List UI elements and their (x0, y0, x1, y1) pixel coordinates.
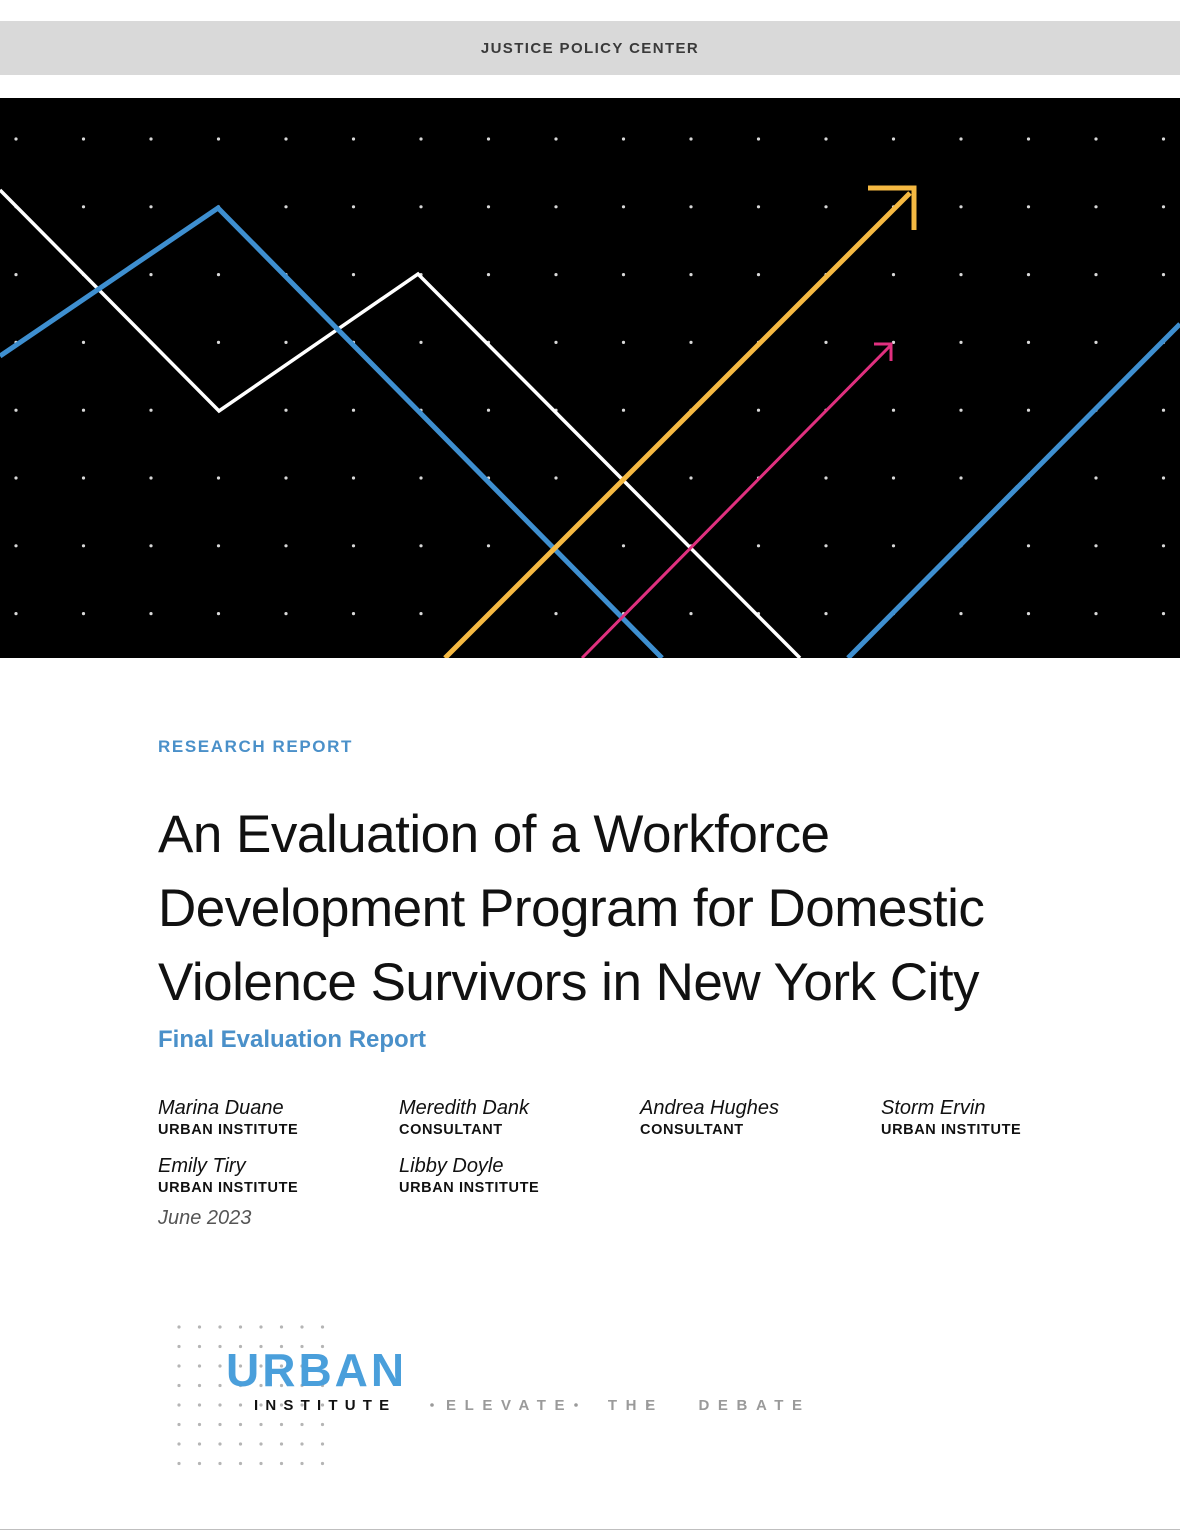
logo-dot (198, 1384, 201, 1387)
logo-dot (177, 1403, 180, 1406)
publication-date: June 2023 (158, 1207, 252, 1229)
grid-dot (352, 409, 355, 412)
top-banner (0, 21, 1180, 75)
grid-dot (1027, 409, 1030, 412)
author-name: Storm Ervin (881, 1097, 986, 1119)
grid-dot (1094, 612, 1097, 615)
logo-dot (259, 1442, 262, 1445)
grid-dot (824, 341, 827, 344)
grid-dot (757, 273, 760, 276)
grid-dot (1027, 273, 1030, 276)
tagline-separator-dot (430, 1403, 434, 1407)
logo-dot (239, 1462, 242, 1465)
grid-dot (1162, 476, 1165, 479)
grid-dot (284, 205, 287, 208)
author-block (640, 1095, 779, 1139)
grid-dot (1162, 612, 1165, 615)
grid-dot (689, 476, 692, 479)
logo-dot (321, 1442, 324, 1445)
logo-dot (177, 1364, 180, 1367)
logo-dot (218, 1462, 221, 1465)
grid-dot (149, 137, 152, 140)
grid-dot (419, 476, 422, 479)
grid-dot (554, 341, 557, 344)
logo-dot (300, 1325, 303, 1328)
author-block (158, 1153, 298, 1197)
logo-dot (259, 1325, 262, 1328)
logo-tagline: ELEVATE THE DEBATE (446, 1397, 810, 1414)
grid-dot (14, 476, 17, 479)
grid-dot (824, 137, 827, 140)
grid-dot (487, 544, 490, 547)
grid-dot (959, 273, 962, 276)
report-subtitle: Final Evaluation Report (158, 1026, 427, 1053)
grid-dot (14, 273, 17, 276)
grid-dot (1094, 476, 1097, 479)
grid-dot (622, 409, 625, 412)
grid-dot (82, 205, 85, 208)
grid-dot (487, 409, 490, 412)
logo-dot (218, 1325, 221, 1328)
author-affiliation: URBAN INSTITUTE (158, 1180, 299, 1196)
logo-dot (321, 1325, 324, 1328)
grid-dot (959, 409, 962, 412)
grid-dot (419, 544, 422, 547)
grid-dot (82, 612, 85, 615)
grid-dot (82, 137, 85, 140)
grid-dot (959, 205, 962, 208)
grid-dot (959, 612, 962, 615)
logo-dot (198, 1345, 201, 1348)
logo-dot (198, 1364, 201, 1367)
logo-dot (218, 1384, 221, 1387)
grid-dot (1094, 341, 1097, 344)
author-block (158, 1095, 298, 1139)
grid-dot (622, 341, 625, 344)
grid-dot (284, 612, 287, 615)
grid-dot (757, 137, 760, 140)
logo-dot (239, 1423, 242, 1426)
grid-dot (352, 137, 355, 140)
grid-dot (757, 544, 760, 547)
author-block (399, 1153, 539, 1197)
logo-dot (321, 1462, 324, 1465)
grid-dot (1162, 205, 1165, 208)
grid-dot (419, 341, 422, 344)
grid-dot (1162, 137, 1165, 140)
logo-graphic (170, 1318, 810, 1478)
logo-dot (218, 1403, 221, 1406)
grid-dot (1094, 544, 1097, 547)
logo-dot (280, 1462, 283, 1465)
author-affiliation: CONSULTANT (399, 1122, 503, 1138)
grid-dot (554, 273, 557, 276)
bottom-rule (0, 1529, 1180, 1530)
logo-dot (177, 1462, 180, 1465)
grid-dot (892, 273, 895, 276)
author-affiliation: URBAN INSTITUTE (399, 1180, 540, 1196)
logo-dot (280, 1325, 283, 1328)
logo-dot (177, 1442, 180, 1445)
grid-dot (217, 273, 220, 276)
logo-dot (239, 1403, 242, 1406)
grid-dot (824, 612, 827, 615)
grid-dot (1027, 612, 1030, 615)
grid-dot (1094, 273, 1097, 276)
grid-dot (824, 476, 827, 479)
logo-dot (280, 1423, 283, 1426)
author-block (881, 1095, 1021, 1139)
grid-dot (959, 476, 962, 479)
author-affiliation: URBAN INSTITUTE (158, 1122, 299, 1138)
logo-dot (198, 1462, 201, 1465)
logo-dot (280, 1442, 283, 1445)
grid-dot (1162, 544, 1165, 547)
title-line: Violence Survivors in New York City (158, 953, 980, 1012)
logo-dot (218, 1345, 221, 1348)
grid-dot (1094, 205, 1097, 208)
grid-dot (622, 544, 625, 547)
grid-dot (622, 137, 625, 140)
grid-dot (14, 409, 17, 412)
title-line: An Evaluation of a Workforce (158, 805, 830, 864)
grid-dot (757, 205, 760, 208)
logo-dot (239, 1325, 242, 1328)
grid-dot (14, 544, 17, 547)
grid-dot (959, 137, 962, 140)
author-name: Libby Doyle (399, 1155, 504, 1177)
grid-dot (892, 137, 895, 140)
blue-zigzag-line (0, 208, 662, 658)
logo-word-urban: URBAN (226, 1344, 408, 1396)
author-name: Emily Tiry (158, 1155, 246, 1177)
grid-dot (554, 137, 557, 140)
grid-dot (1027, 544, 1030, 547)
grid-dot (352, 544, 355, 547)
grid-dot (959, 341, 962, 344)
grid-dot (82, 341, 85, 344)
grid-dot (622, 205, 625, 208)
grid-dot (419, 612, 422, 615)
pink-arrow-line (582, 346, 890, 658)
grid-dot (419, 205, 422, 208)
grid-dot (689, 137, 692, 140)
grid-dot (217, 476, 220, 479)
logo-dot (300, 1442, 303, 1445)
grid-dot (419, 137, 422, 140)
grid-dot (284, 409, 287, 412)
logo-dot (177, 1345, 180, 1348)
grid-dot (1162, 273, 1165, 276)
grid-dot (689, 612, 692, 615)
logo-dot (198, 1325, 201, 1328)
grid-dot (284, 476, 287, 479)
grid-dot (487, 137, 490, 140)
logo-dot (198, 1442, 201, 1445)
grid-dot (487, 205, 490, 208)
logo-dot (300, 1462, 303, 1465)
grid-dot (1027, 137, 1030, 140)
grid-dot (149, 205, 152, 208)
grid-dot (149, 612, 152, 615)
logo-dot (198, 1423, 201, 1426)
grid-dot (149, 409, 152, 412)
grid-dot (757, 409, 760, 412)
logo-dot (218, 1442, 221, 1445)
grid-dot (892, 409, 895, 412)
grid-dot (892, 476, 895, 479)
grid-dot (1094, 137, 1097, 140)
title-line: Development Program for Domestic (158, 879, 985, 938)
logo-dot (177, 1423, 180, 1426)
logo-dot (239, 1442, 242, 1445)
grid-dot (352, 476, 355, 479)
logo-dot (300, 1423, 303, 1426)
grid-dot (352, 273, 355, 276)
logo-dot (218, 1423, 221, 1426)
grid-dot (1162, 409, 1165, 412)
report-title (158, 798, 1118, 1020)
grid-dot (149, 273, 152, 276)
logo-dot (198, 1403, 201, 1406)
cover-illustration (0, 98, 1180, 658)
author-affiliation: CONSULTANT (640, 1122, 744, 1138)
grid-dot (82, 409, 85, 412)
grid-dot (284, 341, 287, 344)
grid-dot (284, 137, 287, 140)
grid-dot (14, 137, 17, 140)
grid-dot (217, 341, 220, 344)
grid-dot (1027, 205, 1030, 208)
logo-dot (218, 1364, 221, 1367)
author-name: Andrea Hughes (640, 1097, 779, 1119)
grid-dot (14, 612, 17, 615)
grid-dot (689, 273, 692, 276)
logo-dot (259, 1423, 262, 1426)
author-block (399, 1095, 529, 1139)
grid-dot (824, 205, 827, 208)
grid-dot (554, 612, 557, 615)
grid-dot (824, 544, 827, 547)
grid-dot (554, 476, 557, 479)
logo-dot (259, 1462, 262, 1465)
author-name: Marina Duane (158, 1097, 284, 1119)
grid-dot (1027, 341, 1030, 344)
logo-dot (177, 1384, 180, 1387)
grid-dot (217, 612, 220, 615)
author-affiliation: URBAN INSTITUTE (881, 1122, 1022, 1138)
blue-right-line (848, 324, 1180, 658)
grid-dot (554, 205, 557, 208)
logo-dot (177, 1325, 180, 1328)
grid-dot (352, 612, 355, 615)
grid-dot (487, 273, 490, 276)
grid-dot (689, 205, 692, 208)
grid-dot (217, 544, 220, 547)
grid-dot (82, 544, 85, 547)
grid-dot (892, 544, 895, 547)
urban-institute-logo (170, 1318, 810, 1478)
grid-dot (82, 476, 85, 479)
grid-dot (149, 476, 152, 479)
author-name: Meredith Dank (399, 1097, 530, 1119)
grid-dot (284, 544, 287, 547)
trend-lines-graphic (0, 98, 1180, 658)
grid-dot (622, 273, 625, 276)
center-label: JUSTICE POLICY CENTER (480, 39, 700, 57)
yellow-arrow-line (445, 193, 910, 658)
report-type-label: RESEARCH REPORT (158, 737, 353, 756)
grid-dot (149, 544, 152, 547)
grid-dot (217, 137, 220, 140)
logo-dot (321, 1423, 324, 1426)
grid-dot (352, 205, 355, 208)
logo-word-institute: INSTITUTE (254, 1397, 397, 1414)
grid-dot (689, 341, 692, 344)
